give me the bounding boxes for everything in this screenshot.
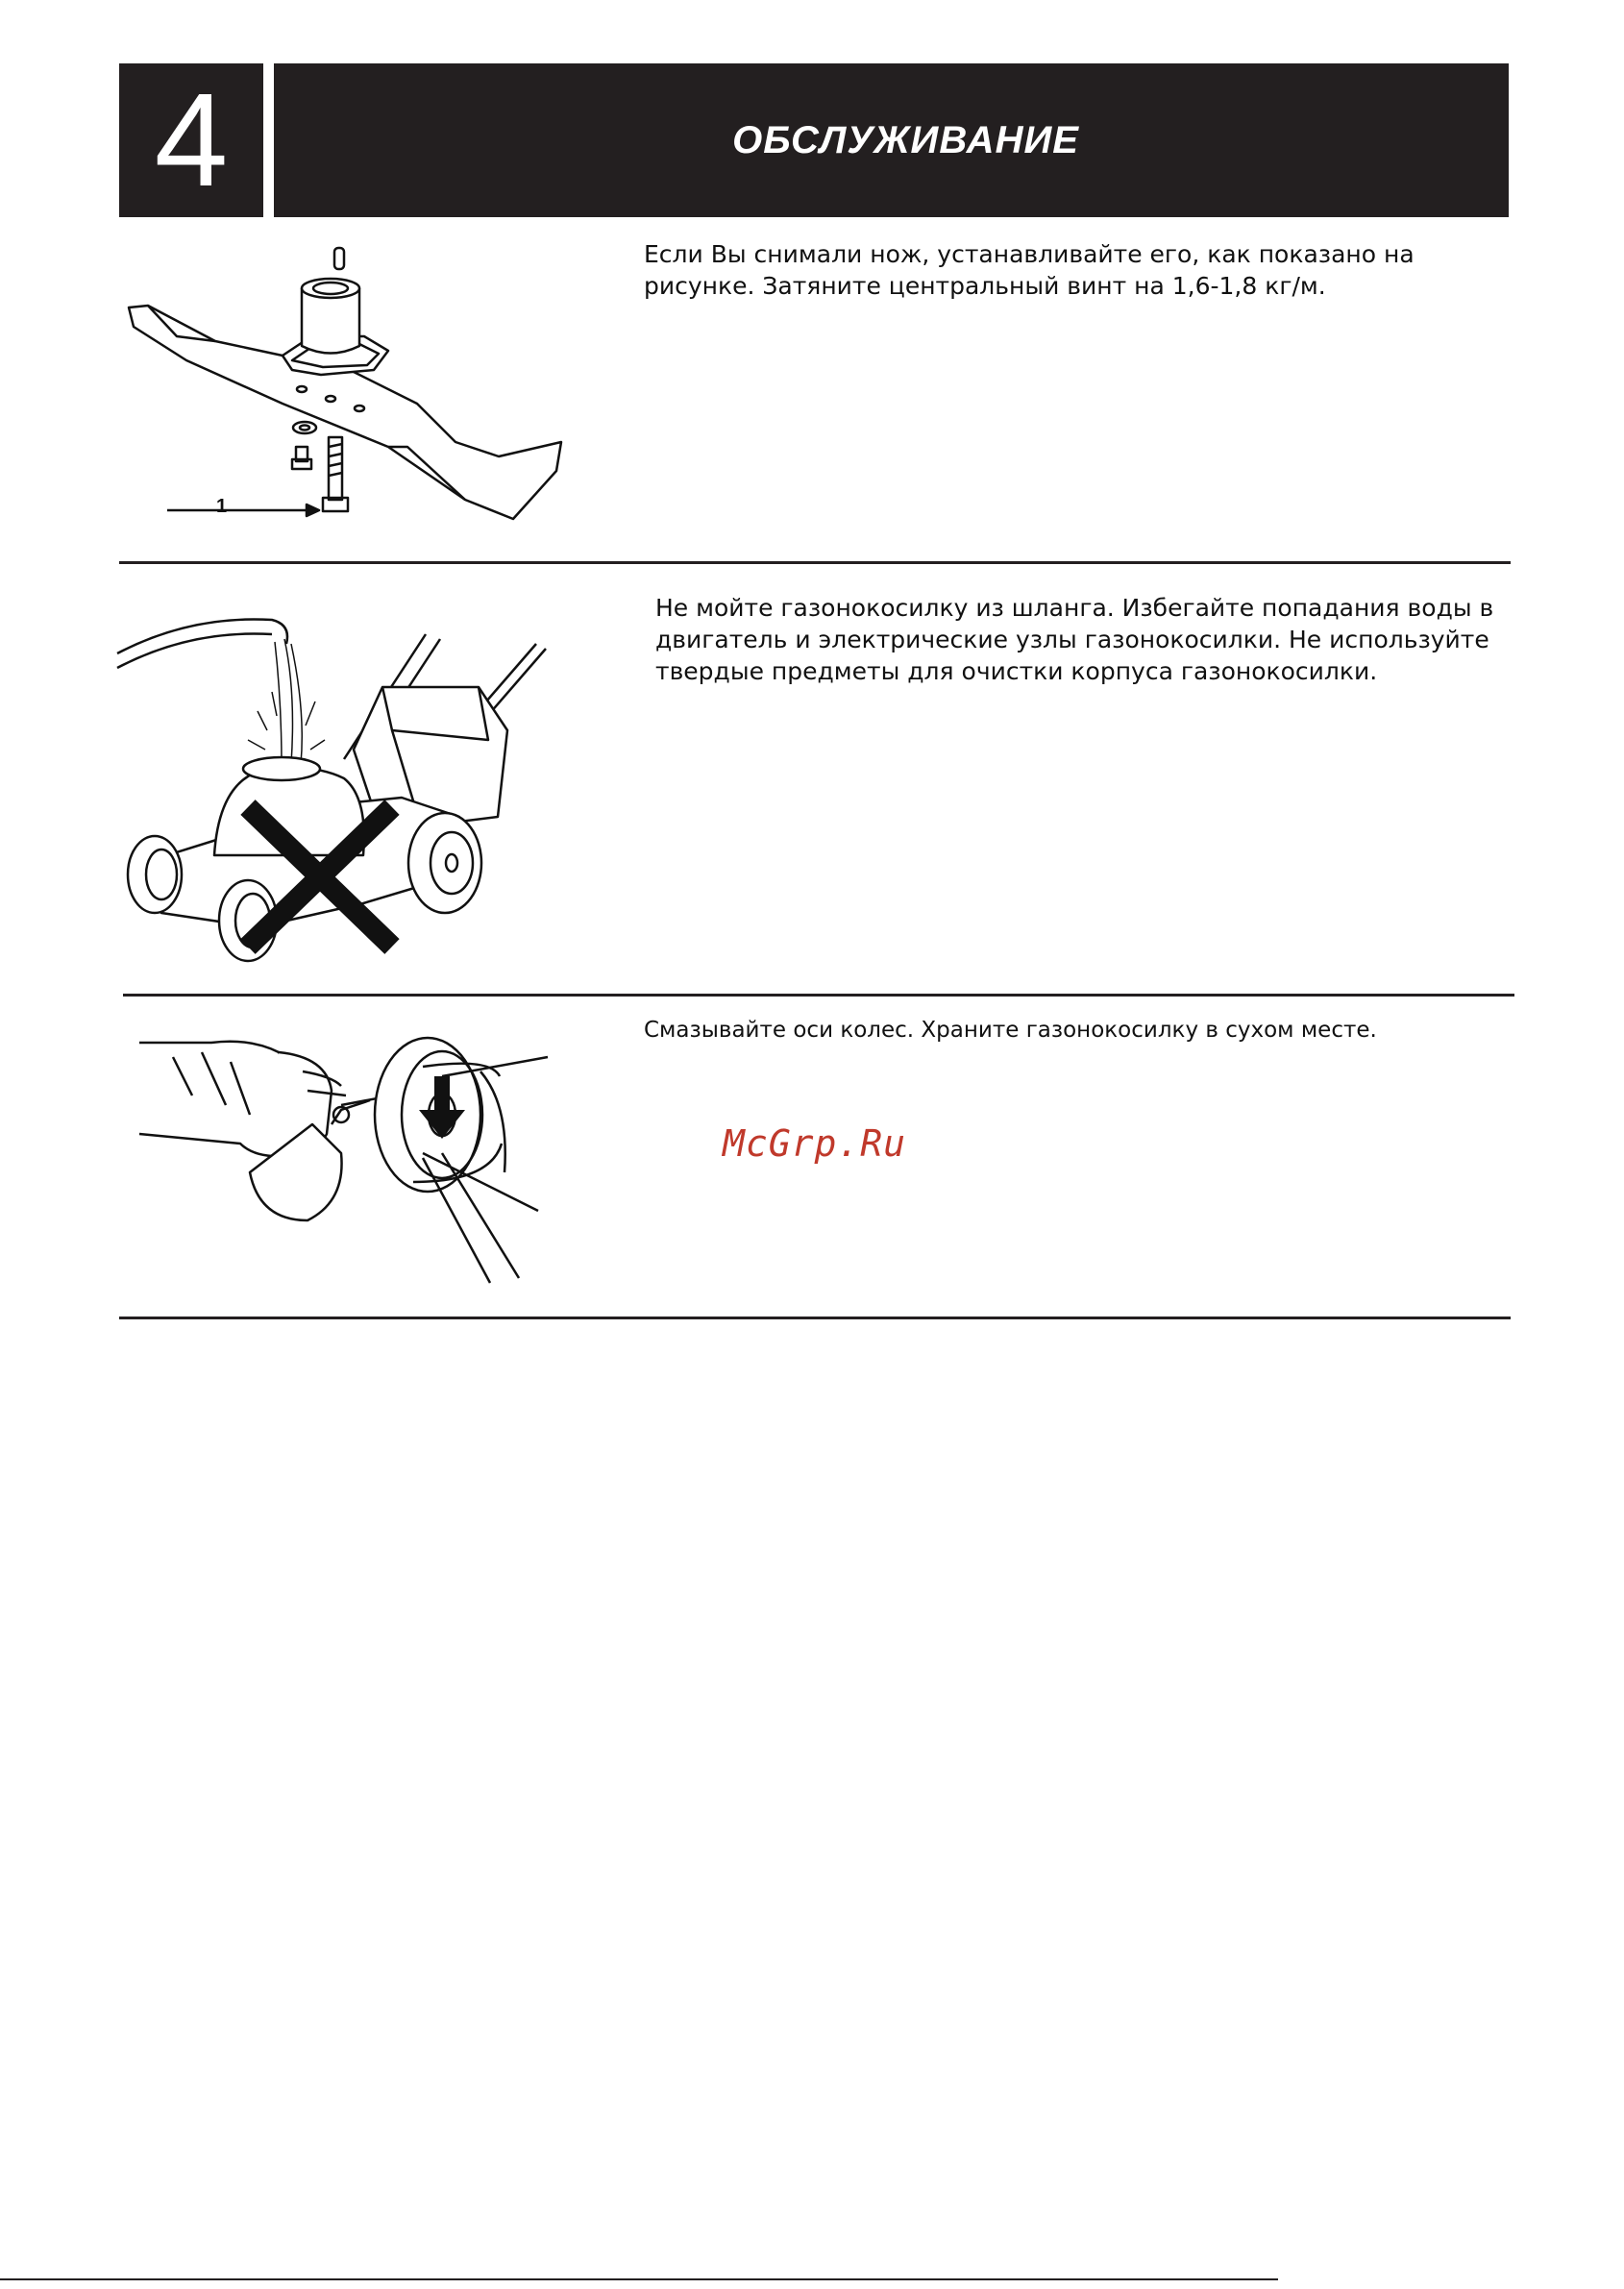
washing-warning-text: Не мойте газонокосилку из шланга. Избегайте попадания воды в двигатель и электрические узлы газонокосилки. Не используйте твердые предметы для очистки корпуса газонокосилки. [655, 594, 1494, 685]
callout-number: 1 [216, 496, 228, 517]
blade-assembly-illustration [119, 240, 571, 529]
blade-instruction-text: Если Вы снимали нож, устанавливайте его, как показано на рисунке. Затяните центральный винт на 1,6-1,8 кг/м. [644, 240, 1415, 300]
no-hose-washing-illustration [113, 596, 565, 971]
wheel-lubrication-illustration [135, 1019, 557, 1288]
section-divider [123, 994, 1514, 997]
chapter-title: ОБСЛУЖИВАНИЕ [732, 118, 1079, 161]
chapter-title-bar [274, 63, 1509, 217]
footer-rule [0, 2278, 1278, 2280]
watermark: McGrp.Ru [723, 1122, 907, 1165]
section-divider [119, 561, 1511, 564]
section-divider [119, 1317, 1511, 1319]
chapter-number: 4 [119, 63, 263, 217]
lubrication-instruction-text: Смазывайте оси колес. Храните газонокосилку в сухом месте. [644, 1018, 1377, 1043]
